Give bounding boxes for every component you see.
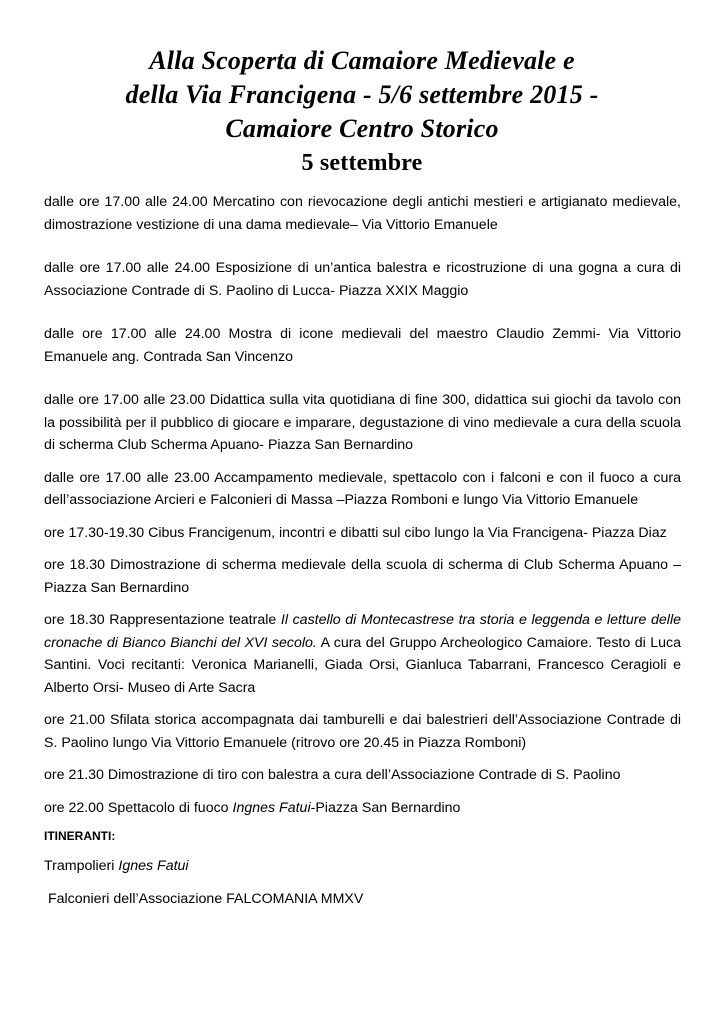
event-item: ore 21.30 Dimostrazione di tiro con balestra a cura dell’Associazione Contrade di S. Paolino <box>44 767 621 783</box>
itineranti-heading: ITINERANTI: <box>44 829 116 843</box>
event-text: A cura del Gruppo Archeologico Camaiore. Testo di Luca Santini. Voci recitanti: Veronica Marianelli, Giada Orsi, Gianluca Tabarrani, Francesco Ceragioli e Alberto Orsi- Museo di Arte Sacra <box>44 634 681 696</box>
event-item: ore 18.30 Dimostrazione di scherma medievale della scuola di scherma di Club Scherma Apuano – Piazza San Bernardino <box>44 557 681 596</box>
title-line-1: Alla Scoperta di Camaiore Medievale e <box>149 46 575 75</box>
event-title-italic: Il castello di Montecastrese tra storia e leggenda e letture delle cronache di Bianco Bianchi del XVI secolo. <box>44 612 681 651</box>
event-item: ore 17.30-19.30 Cibus Francigenum, incontri e dibatti sul cibo lungo la Via Francigena- Piazza Diaz <box>44 524 667 541</box>
title-line-2: della Via Francigena - 5/6 settembre 2015 - <box>125 80 599 109</box>
event-text: ore 18.30 Rappresentazione teatrale <box>44 612 281 628</box>
event-text: ore 22.00 Spettacolo di fuoco <box>44 799 233 816</box>
event-item-fire <box>44 797 681 820</box>
title-date: 5 settembre <box>301 150 423 176</box>
itineranti-italic: Ignes Fatui <box>118 858 189 874</box>
itineranti-item: Falconieri dell’Associazione FALCOMANIA MMXV <box>44 890 364 907</box>
title-line-3: Camaiore Centro Storico <box>225 114 499 143</box>
program-list <box>44 191 681 910</box>
itineranti-text: Trampolieri <box>44 858 119 874</box>
document-title <box>40 44 684 180</box>
event-item: dalle ore 17.00 alle 23.00 Didattica sulla vita quotidiana di fine 300, didattica sui giochi da tavolo con la possibilità per il pubblico di giocare e imparare, degustazione di vino medievale a cura della scuola di scherma Club Scherma Apuano- Piazza San Bernardino <box>44 392 681 453</box>
event-text: -Piazza San Bernardino <box>310 799 461 816</box>
event-item: dalle ore 17.00 alle 24.00 Mercatino con rievocazione degli antichi mestieri e artigianato medievale, dimostrazione vestizione di una dama medievale– Via Vittorio Emanuele <box>44 194 681 233</box>
event-item-theatre <box>44 609 681 699</box>
event-item: dalle ore 17.00 alle 23.00 Accampamento medievale, spettacolo con i falconi e con il fuoco a cura dell’associazione Arcieri e Falconieri di Massa –Piazza Romboni e lungo Via Vittorio Emanuele <box>44 469 681 508</box>
event-item: dalle ore 17.00 alle 24.00 Mostra di icone medievali del maestro Claudio Zemmi- Via Vittorio Emanuele ang. Contrada San Vincenzo <box>44 326 681 365</box>
event-item: ore 21.00 Sfilata storica accompagnata dai tamburelli e dai balestrieri dell’Associazione Contrade di S. Paolino lungo Via Vittorio Emanuele (ritrovo ore 20.45 in Piazza Romboni) <box>44 712 681 751</box>
event-item: dalle ore 17.00 alle 24.00 Esposizione di un’antica balestra e ricostruzione di una gogna a cura di Associazione Contrade di S. Paolino di Lucca- Piazza XXIX Maggio <box>44 260 681 299</box>
itineranti-item <box>44 855 681 878</box>
event-title-italic: Ingnes Fatui <box>232 799 311 816</box>
